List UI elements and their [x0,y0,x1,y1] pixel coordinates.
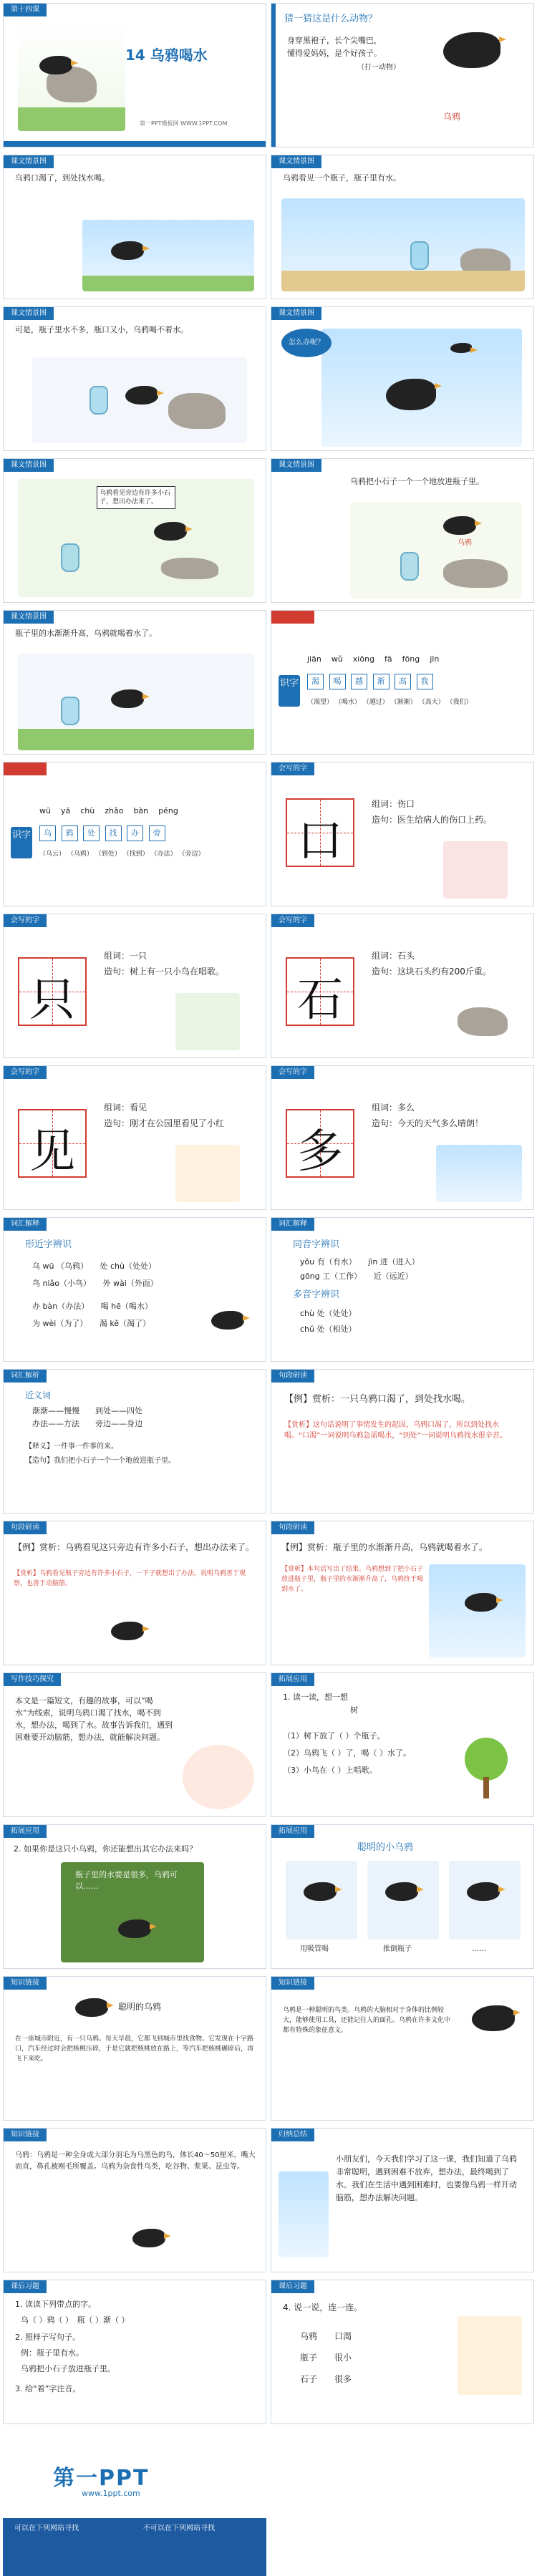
crow-icon [211,1311,244,1330]
slide-tag: 课文情景图 [4,307,54,320]
scene-illustration [281,198,525,291]
slide-29 [3,2128,266,2272]
rock-shape [168,393,226,429]
illustration [175,993,240,1050]
slide-tag: 词汇解释 [271,1218,314,1231]
note: 【释义】一件事一件事的来。 [25,1443,118,1451]
char-chip: 处 [83,825,100,841]
question: 2. 如果你是这只小乌鸦，你还能想出其它办法来吗？ [14,1844,197,1854]
word: （乌云） [39,851,66,858]
zuci: 组词：一只 [104,951,147,961]
crow-icon [465,1593,498,1612]
row: 鸟 niǎo（小鸟） 外 wài（外面） [32,1279,158,1288]
scene-card [286,1861,357,1940]
tree-icon [465,1738,508,1781]
shizi-label: 识字 [11,827,32,858]
zaoju: 造句：这块石头约有200斤重。 [372,967,491,977]
bottle-icon [61,697,79,725]
slide-24 [271,1672,534,1817]
slide-tag: 归纳总结 [271,2129,314,2141]
sand-shape [281,271,525,291]
slide-text: 本文是一篇短文，有趣的故事，可以“喝水”为线索，说明乌鸦口渴了找水，喝不到水，想办法，喝到了水。故事告诉我们，遇到困难要开动脑筋，想办法，就能解决问题。 [15,1696,173,1742]
word: （越过） [362,699,389,706]
zaoju: 造句：今天的天气多么晴朗！ [372,1118,484,1128]
slide-tag: 知识链接 [4,1977,47,1990]
crow-icon [154,522,187,541]
pinyin: jīn [430,654,440,664]
slide-14 [271,914,534,1058]
row: gōng 工（工作） 近（远近） [300,1272,413,1281]
pinyin: zhǎo [105,806,124,815]
slide-text: 乌鸦是一种聪明的鸟类。乌鸦的大脑相对于身体的比例较大，能够使用工具，还能记住人的面孔。乌鸦在许多文化中都有特殊的象征意义。 [283,2007,451,2034]
analysis: 【赏析】乌鸦看见瓶子旁边有许多小石子，一下子就想出了办法，说明乌鸦善于观察，也善于动脑筋。 [14,1570,246,1587]
slide-tag: 拓展应用 [271,1825,314,1838]
write-char: 口 [297,815,343,868]
crow-icon [75,1998,108,2017]
question: 1. 读一读，想一想 [283,1693,348,1702]
row: 为 wèi（为了） 渴 kě（渴了） [32,1319,151,1328]
scene-illustration [350,502,522,599]
slide-text: 乌鸦把小石子一个一个地放进瓶子里。 [350,477,484,486]
char-chip: 渴 [307,674,324,689]
question: 4. 说一说，连一连。 [283,2303,363,2313]
cover-illustration [18,24,125,131]
pinyin: jiān [307,654,321,664]
slide-tag: 课文情景图 [4,611,54,624]
crow-icon [450,343,472,353]
illustration [279,2171,329,2257]
illustration [183,1745,254,1809]
slide-text: 乌鸦：乌鸦是一种全身或大部分羽毛为乌黑色的鸟，体长40～50厘米，嘴大而直，鼻孔被刚毛所覆盖。乌鸦为杂食性鸟类，吃谷物、浆果、昆虫等。 [15,2151,256,2171]
zuci: 组词：石头 [372,951,415,961]
ending-banner [3,2431,266,2576]
pinyin: fā [384,654,392,664]
analysis: 【赏析】这句话说明了事情发生的起因，乌鸦口渴了，所以到处找水喝。“口渴”一词说明乌鸦急需喝水，“到处”一词说明乌鸦找水很辛苦。 [284,1421,507,1440]
word: （渴望） [307,699,334,706]
bottle-icon [400,552,419,581]
word-row [39,848,204,860]
scene-illustration [321,329,522,447]
shizi-label: 识字 [279,675,300,707]
slide-tag: 课后习题 [271,2280,314,2293]
write-char: 只 [29,974,75,1027]
word: （旁边） [178,851,205,858]
note: 【造句】我们把小石子一个一个地放进瓶子里。 [25,1457,175,1465]
footer-bar [4,141,266,147]
pinyin: fōng [402,654,420,664]
section-title: 同音字辨识 [293,1239,340,1250]
item: （3）小鸟在（ ）上唱歌。 [283,1766,377,1775]
crow-icon [443,32,500,68]
card-caption: 推倒瓶子 [383,1945,412,1953]
crow-icon [125,386,158,405]
slide-7 [3,458,266,603]
slide-tag: 句段研读 [271,1521,314,1534]
word: （找到） [122,851,149,858]
slide-tag: 会认的字 [4,762,47,775]
example-quote: 【例】赏析：乌鸦看见这只旁边有许多小石子，想出办法来了。 [14,1542,255,1552]
riddle-line-2: 懂得爱妈妈，是个好孩子。 [287,49,382,58]
crow-icon [39,56,72,74]
slide-26 [271,1824,534,1969]
slide-11 [3,762,266,906]
slide-tag: 会写的字 [4,914,47,927]
slide-tag: 写作技巧探究 [4,1673,61,1686]
illustration [175,1145,240,1202]
question: 1. 读读下列带点的字。 [15,2300,96,2309]
slide-27 [3,1976,266,2121]
slide-30 [271,2128,534,2272]
char-chip: 办 [127,825,143,841]
slide-15 [3,1065,266,1210]
ppt-site: www.1ppt.com [82,2489,140,2498]
slide-22 [271,1521,534,1665]
slide-tag: 词汇解析 [4,1370,47,1383]
word: （我们） [446,699,473,706]
row: 办 bàn（办法） 喝 hē（喝水） [32,1302,153,1311]
section-title: 形近字辨识 [25,1239,72,1250]
section-title: 聪明的小乌鸦 [357,1842,414,1853]
pinyin: bàn [133,806,149,815]
row: yǒu 有（有水） jìn 进（进入） [300,1257,420,1267]
char-chip: 乌 [39,825,56,841]
slide-text: 乌鸦口渴了，到处找水喝。 [15,173,110,183]
slide-tag: 会写的字 [271,762,314,775]
right-title: 不可以在下列网站寻找 [143,2524,215,2532]
card-caption: …… [472,1945,486,1953]
box-text: 瓶子里的水要是很多，乌鸦可以…… [75,1870,178,1891]
slide-28 [271,1976,534,2121]
word: （到处） [95,851,121,858]
slide-tag: 会写的字 [271,914,314,927]
slide-3 [3,155,266,299]
slide-9 [3,610,266,755]
slide-16 [271,1065,534,1210]
row: chù 处（处处） [300,1309,357,1318]
char-chip: 高 [395,674,411,689]
slide-tag: 拓展应用 [4,1825,47,1838]
section-title: 近义词 [25,1390,52,1400]
left-title: 可以在下列网站寻找 [14,2524,79,2532]
scene-illustration [429,1564,526,1657]
grass-shape [82,276,254,291]
slide-2 [271,3,534,147]
slide-tag: 课文情景图 [4,155,54,168]
crow-icon [111,689,144,708]
char-chip: 鸦 [62,825,78,841]
slide-tag: 句段研读 [4,1521,47,1534]
thought-bubble: 怎么办呢？ [281,329,332,357]
zuci: 组词：多么 [372,1103,415,1113]
scene-card [367,1861,439,1940]
pinyin: péng [158,806,178,815]
riddle-hint: （打一动物） [357,64,400,72]
lesson-title: 14 乌鸦喝水 [125,47,208,64]
pair: 瓶子 很小 [300,2353,352,2363]
item: （2）乌鸦飞（ ）了，喝（ ）水了。 [283,1748,411,1758]
slide-text: 瓶子里的水渐渐升高，乌鸦就喝着水了。 [15,629,157,638]
word: （渐渐） [390,699,417,706]
slide-tag: 句段研读 [271,1370,314,1383]
slide-tag: 第十四课 [4,4,47,16]
word: （乌鸦） [67,851,93,858]
slide-20 [271,1369,534,1514]
slide-18 [271,1217,534,1362]
slide-tag: 知识链接 [4,2129,47,2141]
item: （1）树下放了（ ）个瓶子。 [283,1731,385,1740]
write-char: 石 [297,974,343,1027]
slide-33 [3,2431,266,2576]
word: （办法） [150,851,177,858]
char-chip: 越 [351,674,367,689]
card-caption: 用吸管喝 [300,1945,329,1953]
crow-icon [111,1622,144,1640]
analysis: 【赏析】本句话写出了结果。乌鸦想到了把小石子放进瓶子里，瓶子里的水渐渐升高了，乌鸦终于喝到水了。 [281,1566,424,1593]
slide-8 [271,458,534,603]
rock-shape [443,559,508,588]
slide-13 [3,914,266,1058]
grass-shape [18,107,125,131]
slide-tag: 会写的字 [4,1066,47,1079]
slide-32 [271,2280,534,2424]
item: 2. 照样子写句子。 [15,2333,80,2342]
slide-12 [271,762,534,906]
row: chǔ 处（相处） [300,1325,357,1334]
slide-19 [3,1369,266,1514]
crow-icon [385,1882,418,1901]
pinyin: wǔ [331,654,343,664]
word: （喝水） [334,699,361,706]
bottle-icon [61,543,79,572]
slide-1 [3,3,266,147]
slide-6 [271,306,534,451]
item: 例：瓶子里有水。 [21,2348,84,2358]
example-quote: 【例】赏析：一只乌鸦口渴了，到处找水喝。 [284,1394,471,1405]
zaoju: 造句：医生给病人的伤口上药。 [372,815,493,825]
crow-icon [443,516,476,535]
rock-shape [458,1007,508,1036]
slide-5 [3,306,266,451]
crow-icon [111,241,144,260]
char-chip: 找 [105,825,122,841]
slide-tag: 课文情景图 [4,459,54,472]
item: 3. 给“着”字注音。 [15,2384,81,2393]
write-char: 见 [29,1125,75,1178]
slide-tag: 会写的字 [271,1066,314,1079]
pair: 石子 很多 [300,2374,352,2384]
scene-illustration [32,357,247,443]
slide-tag: 课文情景图 [271,459,321,472]
grass-shape [18,729,254,750]
char-row [307,674,436,689]
tree-label: 树 [350,1705,358,1715]
char-chip: 旁 [149,825,165,841]
pinyin: chù [80,806,95,815]
word-row [307,697,472,708]
slide-tag: 会认的字 [271,611,314,624]
riddle-answer: 乌鸦 [443,112,461,122]
crow-icon [467,1882,500,1901]
crow-icon [386,379,436,410]
ppt-logo: 第一PPT [53,2466,150,2491]
crow-icon [118,1919,151,1938]
slide-10 [271,610,534,755]
riddle-line-1: 身穿黑袍子，长个尖嘴巴， [287,36,382,45]
speech-note: 乌鸦看见旁边有许多小石子，想出办法来了。 [97,486,175,509]
section-title: 多音字辨识 [293,1289,340,1300]
row: 渐渐——慢慢 到处——四处 [32,1406,142,1415]
pinyin-row [39,805,261,817]
char-chip: 渐 [373,674,390,689]
pinyin: yā [60,806,71,815]
pinyin: wū [39,806,51,815]
zuci: 组词：看见 [104,1103,147,1113]
side-bar [271,4,276,147]
slide-tag: 课后习题 [4,2280,47,2293]
row: 乌 wū （乌鸦） 处 chù（处处） [32,1262,156,1271]
slide-text: 在一座城市附近，有一只乌鸦。每天早晨，它都飞到城市里找食物。它发现在十字路口，汽车经过时会把核桃压碎，于是它就把核桃放在路上，等汽车把核桃碾碎后，再飞下来吃。 [15,2035,254,2063]
scene-illustration [61,1862,204,1962]
slide-25 [3,1824,266,1969]
illustration [436,1145,522,1202]
slide-text: 小朋友们，今天我们学习了这一课，我们知道了乌鸦非常聪明，遇到困难不放弃，想办法，最终喝到了水。我们在生活中遇到困难时，也要像乌鸦一样开动脑筋，想办法解决问题。 [336,2154,517,2202]
zuci: 组词：伤口 [372,799,415,809]
char-chip: 喝 [329,674,346,689]
tree-trunk [483,1777,489,1798]
item: 乌（ ）鸦（ ） 瓶（ ）渐（ ） [21,2315,130,2325]
scene-illustration [18,654,254,750]
site-url: 第一PPT模板网 WWW.1PPT.COM [140,120,228,127]
slide-text: 乌鸦看见一个瓶子，瓶子里有水。 [283,173,401,183]
char-row [39,825,168,841]
crow-icon [304,1882,337,1901]
slide-tag: 课文情景图 [271,155,321,168]
illustration [443,841,508,899]
slide-4 [271,155,534,299]
slide-17 [3,1217,266,1362]
crow-icon [472,2005,515,2031]
illustration [458,2316,522,2395]
slide-31 [3,2280,266,2424]
bottle-icon [410,241,429,270]
slide-text: 可是，瓶子里水不多，瓶口又小，乌鸦喝不着水。 [15,325,188,334]
slide-23 [3,1672,266,1817]
slide-tag: 知识链接 [271,1977,314,1990]
caption: 乌鸦 [458,539,472,547]
riddle-title: 猜一猜这是什么动物？ [284,14,378,24]
bottle-icon [90,386,108,415]
scene-illustration [82,220,254,291]
pinyin: xiōng [352,654,375,664]
slide-21 [3,1521,266,1665]
example-quote: 【例】赏析：瓶子里的水渐渐升高，乌鸦就喝着水了。 [281,1542,488,1552]
pair: 乌鸦 口渴 [300,2331,352,2341]
slide-tag: 词汇解释 [4,1218,47,1231]
row: 办法——方法 旁边——身边 [32,1419,142,1428]
section-title: 聪明的乌鸦 [118,2002,162,2012]
rock-shape [161,558,218,579]
slide-tag: 课文情景图 [271,307,321,320]
crow-icon [132,2229,165,2247]
word: （高大） [418,699,445,706]
char-chip: 我 [417,674,433,689]
pinyin-row [307,654,529,665]
item: 乌鸦把小石子放进瓶子里。 [21,2364,115,2373]
slide-tag: 拓展应用 [271,1673,314,1686]
scene-illustration [18,479,254,597]
write-char: 多 [297,1125,343,1178]
zaoju: 造句：树上有一只小鸟在唱歌。 [104,967,225,977]
zaoju: 造句：刚才在公园里看见了小红 [104,1118,225,1128]
scene-card [449,1861,521,1940]
